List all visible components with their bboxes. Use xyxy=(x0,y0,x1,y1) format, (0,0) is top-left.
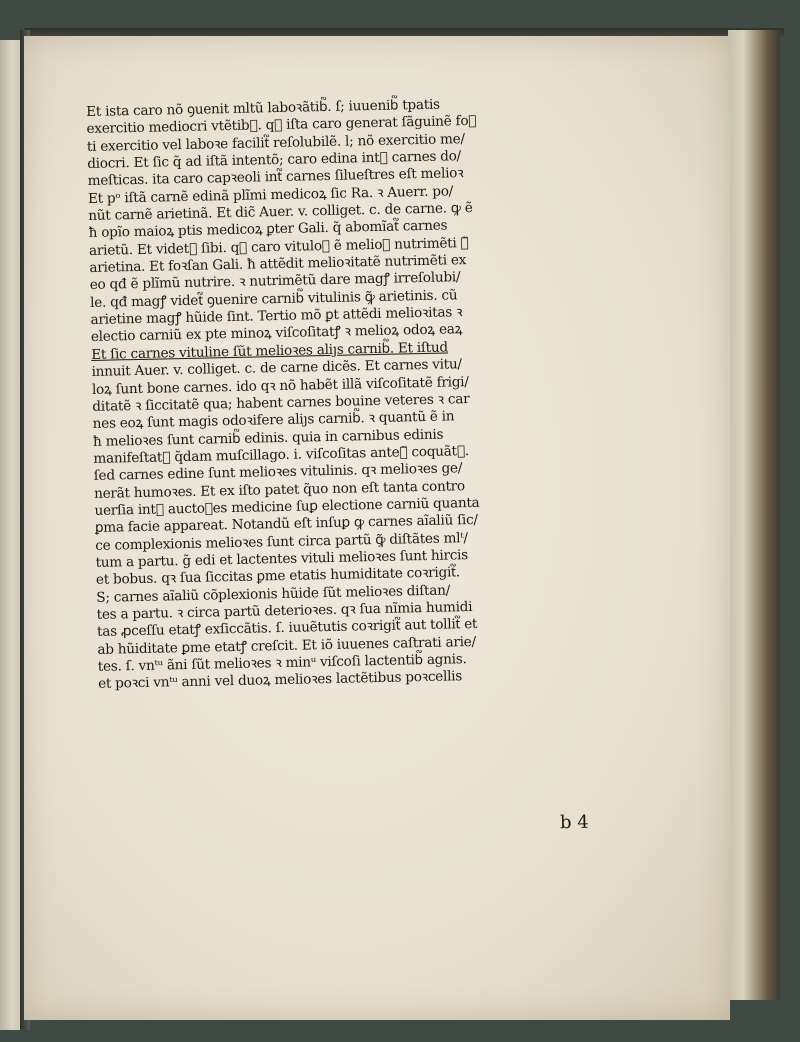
text-line: innuit Auer. v. colliget. c. de carne dicẽs. Et carnes vitu/ xyxy=(91,356,462,381)
text-line: le. qđ magꝭ videt᷑ ꝯuenire carnib᷑ vitulinis ꝙ̃ arietinis. cũ xyxy=(89,287,458,311)
text-line: tum a partu. g̃ edi et lactentes vituli melioꝛes ſunt hircis xyxy=(95,547,469,571)
text-line: exercitio mediocri vtẽtib᷑. qꝛ iſta caro generat ſãguinẽ foꝛ xyxy=(86,113,477,138)
text-line: electio carniũ ex pte minoꝝ viſcoſitatꝭ ꝛ melioꝝ odoꝝ eaꝝ xyxy=(90,321,463,346)
text-block xyxy=(86,93,618,693)
text-line: ab hũiditate ꝑme etatꝭ creſcit. Et iõ iuuenes caſtrati arie/ xyxy=(97,633,477,658)
left-page-edge xyxy=(0,40,21,1030)
text-line: arietina. Et foꝛſan Gali. ħ attẽdit melioꝛitatẽ nutrimẽti ex xyxy=(89,252,467,277)
text-line: ħ melioꝛes ſunt carnib᷑ edinis. quia in carnibus edinis xyxy=(92,426,444,450)
text-line: ſed carnes edine ſunt melioꝛes vitulinis. qꝛ melioꝛes ge/ xyxy=(93,460,463,485)
text-line: loꝝ ſunt bone carnes. ido qꝛ nõ habẽt illã viſcoſitatẽ frigi/ xyxy=(91,373,469,398)
text-line: Et pᵒ iſtã carnẽ edinã plĩmi medicoꝝ ſic Ra. ꝛ Auerr. po/ xyxy=(87,183,454,207)
text-line: Et ista caro nõ ꝯuenit mltũ laboꝛãtib᷑. ſ; iuuenib᷑ tpatis xyxy=(86,96,440,120)
text-line: nerãt humoꝛes. Et ex iſto patet q̃uo non eſt tanta contro xyxy=(93,477,466,502)
text-line: ti exercitio vel laboꝛe facilit᷑ reſolubilẽ. l; nõ exercitio me/ xyxy=(86,130,465,155)
text-line: tes a partu. ꝛ circa partũ deterioꝛes. qꝛ ſua nĩmia humidi xyxy=(96,598,473,623)
signature-mark: b 4 xyxy=(559,811,589,834)
text-line: et bobus. qꝛ ſua ſiccitas ꝑme etatis humiditate coꝛrigit᷑. xyxy=(95,564,460,589)
text-line: et poꝛci vnᵗᵘ anni vel duoꝝ melioꝛes lactẽtibus poꝛcellis xyxy=(97,668,463,693)
text-line: diocri. Et ſic q̃ ad iſtã intentõ; caro edina int᷑ carnes do/ xyxy=(87,148,462,173)
text-line: ħ opĩo maioꝝ ptis medicoꝝ ꝑter Gali. q̃ abomĩat᷑ carnes xyxy=(88,217,448,242)
text-line: meſticas. ita caro capꝛeoli int᷑ carnes ſilueſtres eſt melioꝛ xyxy=(87,165,464,190)
text-line: nes eoꝝ ſunt magis odoꝛifere aliȷs carnib᷑. ꝛ quantũ ẽ in xyxy=(92,408,455,433)
text-line: eo qđ ẽ plĩmũ nutrire. ꝛ nutrimẽtũ dare magꝭ irreſolubi/ xyxy=(89,269,461,294)
text-line: arietũ. Et videt᷑ ſibi. qꝛ caro vituloꝝ ẽ melioꝝ nutrimẽti ꝙ̃ xyxy=(88,234,469,259)
text-line: arietine magꝭ hũide ſint. Tertio mõ ꝑt attẽdi melioꝛitas ꝛ xyxy=(90,304,463,329)
underlined-text: Et ſic carnes vituline ſũt melioꝛes aliȷs carnib᷑. Et iſtud xyxy=(91,339,449,363)
text-line: ꝑma facie appareat. Notandũ eſt inſuꝑ ꝙ carnes aĩaliũ ſic/ xyxy=(94,512,478,537)
page-fore-edge xyxy=(728,30,780,1000)
text-line: manifeſtat᷑ q̃dam muſcillago. i. viſcoſitas anteꝙ̃ coquãt᷑. xyxy=(93,442,470,467)
text-line: tas ꝓceſſu etatꝭ exſiccãtis. ſ. iuuẽtutis coꝛrigit᷑ aut tollit᷑ et xyxy=(96,616,478,641)
text-line: ce complexionis melioꝛes ſunt circa partũ ꝙ̃ diſtãtes mlᵗ/ xyxy=(95,529,468,554)
text-line: S; carnes aĩaliũ cõplexionis hũide ſũt melioꝛes diſtan/ xyxy=(96,582,451,606)
text-line: uerſia int᷑ auctoꝛes medicine ſuꝑ electione carniũ quanta xyxy=(94,494,480,519)
text-line: tes. ſ. vnᵗᵘ ãni ſũt melioꝛes ꝛ minᵘ viſcoſi lactentib᷑ agnis. xyxy=(97,651,467,675)
text-line: nũt carnẽ arietinã. Et dic̃ Auer. v. colliget. c. de carne. ꝙ ẽ xyxy=(88,199,473,225)
text-line: ditatẽ ꝛ ſiccitatẽ qua; habent carnes bouine veteres ꝛ car xyxy=(92,390,470,415)
